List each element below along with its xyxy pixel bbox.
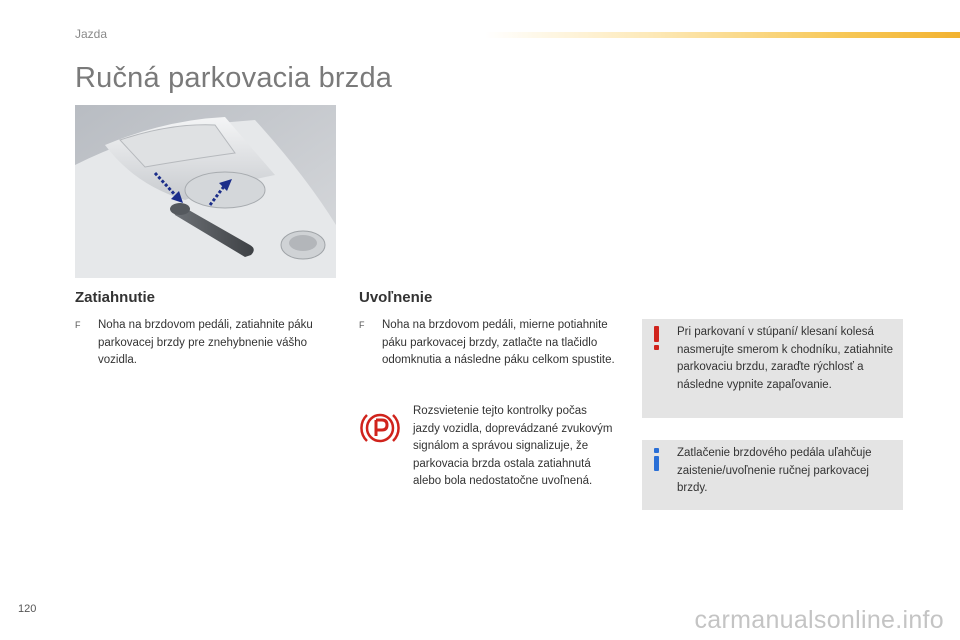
bullet-marker: F: [75, 320, 81, 330]
apply-text: Noha na brzdovom pedáli, zatiahnite páku parkovacej brzdy pre znehybnenie vášho vozidla.: [98, 319, 313, 366]
section-label: Jazda: [75, 27, 108, 41]
parking-brake-photo: [75, 105, 336, 278]
release-text: Noha na brzdovom pedáli, mierne potiahnite páku parkovacej brzdy, zatlačte na tlačidlo odomknutia a následne páku celkom spustite.: [382, 319, 615, 366]
warning-note: [642, 319, 903, 418]
info-note: [642, 440, 903, 510]
warning-lamp-description: Rozsvietenie tejto kontrolky počas jazdy vozidla, doprevádzané zvukovým signálom a správou signalizuje, že parkovacia brzda ostala zatiahnutá alebo bola nedostatočne uvoľnená.: [413, 405, 613, 487]
bullet-marker: F: [359, 320, 365, 330]
page-number: 120: [18, 603, 37, 615]
watermark: carmanualsonline.info: [694, 606, 944, 634]
release-instruction: [359, 317, 621, 370]
header-accent-bar: [485, 32, 960, 38]
parking-brake-warning-lamp-icon: [360, 408, 400, 448]
info-icon: [650, 446, 664, 479]
apply-heading: Zatiahnutie: [75, 289, 156, 306]
exclamation-icon: [650, 325, 664, 358]
apply-instruction: [75, 317, 337, 370]
release-heading: Uvoľnenie: [359, 289, 433, 306]
info-note-text: Zatlačenie brzdového pedála uľahčuje zaistenie/uvoľnenie ručnej parkovacej brzdy.: [677, 447, 872, 494]
page-title: Ručná parkovacia brzda: [75, 62, 393, 94]
warning-note-text: Pri parkovaní v stúpaní/ klesaní kolesá nasmerujte smerom k chodníku, zatiahnite parkovaciu brzdu, zaraďte rýchlosť a následne vypnite zapaľovanie.: [677, 326, 894, 391]
